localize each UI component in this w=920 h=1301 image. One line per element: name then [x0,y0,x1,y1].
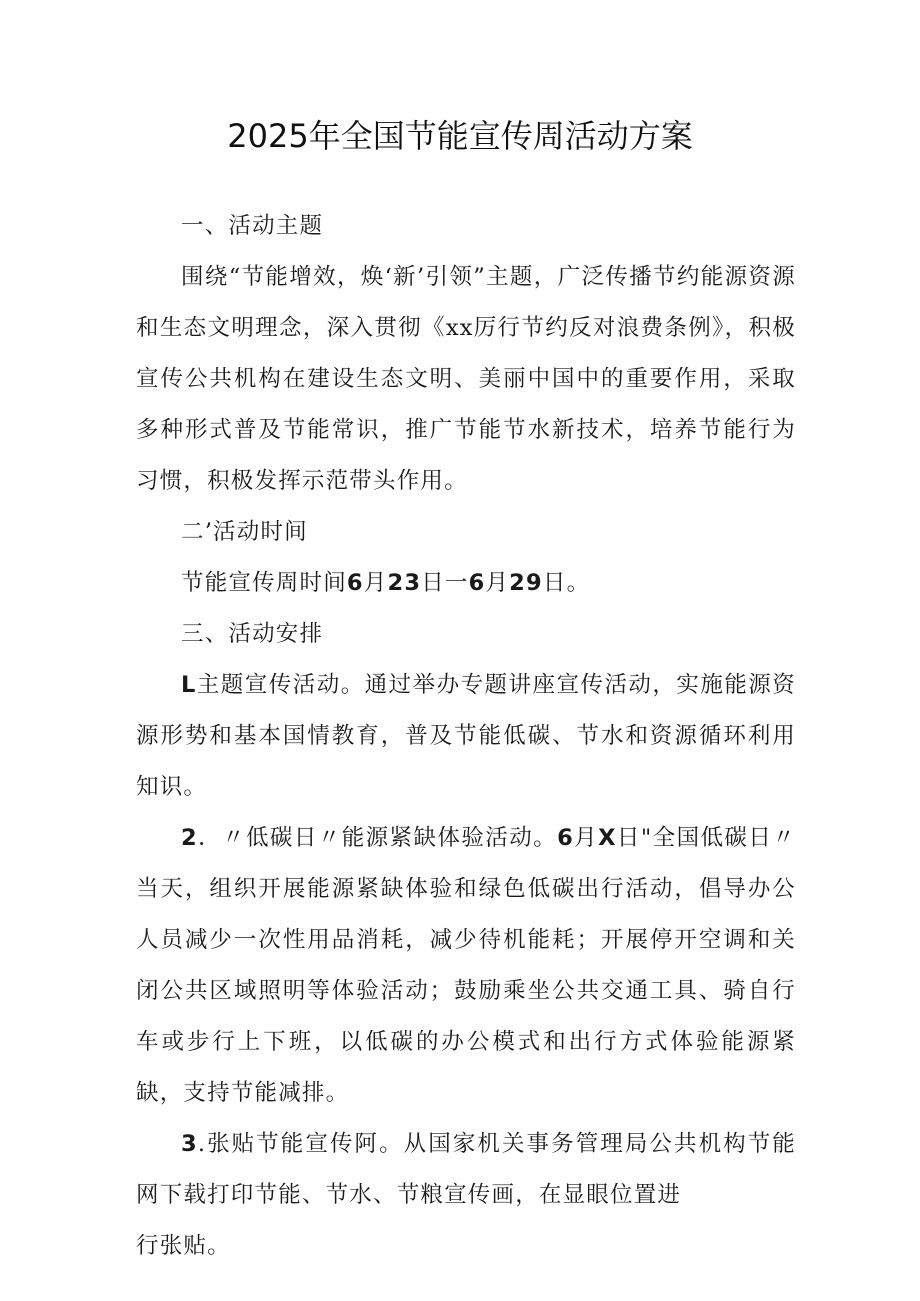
arrangement-item-1 [136,660,796,813]
arrangement-item-2 [136,813,796,1119]
item-2-day: X [598,825,617,851]
section-heading-theme: 一、活动主题 [181,213,324,239]
item-2-number: 2 [181,825,198,851]
item-3-number: 3 [181,1131,198,1157]
day-char-1: 日一 [421,570,469,596]
section-heading-arrangement: 三、活动安排 [181,621,324,647]
document-title: 2025年全国节能宣传周活动方案 [227,117,693,155]
month-char-1: 月 [363,570,388,596]
item-2-month-char: 月 [573,825,599,851]
arrangement-item-3-continuation: 行张贴。 [136,1233,231,1259]
item-2-text-a: ．〃低碳日〃能源紧缺体验活动。 [197,825,558,851]
document-body [136,201,796,1272]
section-paragraph-time [136,558,796,609]
month-char-2: 月 [485,570,510,596]
start-day: 23 [387,570,422,596]
section-heading-time: 二’活动时间 [181,519,308,545]
time-prefix: 节能宣传周时间 [181,570,347,596]
item-3-text-a: .张贴节能宣传阿。从国家机关事务管理局公共机构节能网下载打印节能、节水、节粮宣传画，在显眼位置进 [136,1131,796,1208]
end-month: 6 [468,570,486,596]
item-1-number: L [181,672,197,698]
item-2-month: 6 [557,825,574,851]
day-char-2: 日。 [542,570,591,596]
start-month: 6 [346,570,364,596]
end-day: 29 [509,570,543,596]
arrangement-item-3 [136,1119,796,1221]
item-2-text-b: 日"全国低碳日〃当天，组织开展能源紧缺体验和绿色低碳出行活动，倡导办公人员减少一次性用品消耗，减少待机能耗；开展停开空调和关闭公共区域照明等体验活动；鼓励乘坐公共交通工具、骑自行车或步行上下班，以低碳的办公模式和出行方式体验能源紧缺，支持节能减排。 [136,825,796,1106]
section-paragraph-theme: 围绕“节能增效，焕‘新’引领”主题，广泛传播节约能源资源和生态文明理念，深入贯彻《xx厉行节约反对浪费条例》，积极宣传公共机构在建设生态文明、美丽中国中的重要作用，采取多种形式普及节能常识，推广节能节水新技术，培养节能行为习惯，积极发挥示范带头作用。 [136,264,796,494]
item-1-text: 主题宣传活动。通过举办专题讲座宣传活动，实施能源资源形势和基本国情教育，普及节能低碳、节水和资源循环利用知识。 [136,672,796,800]
